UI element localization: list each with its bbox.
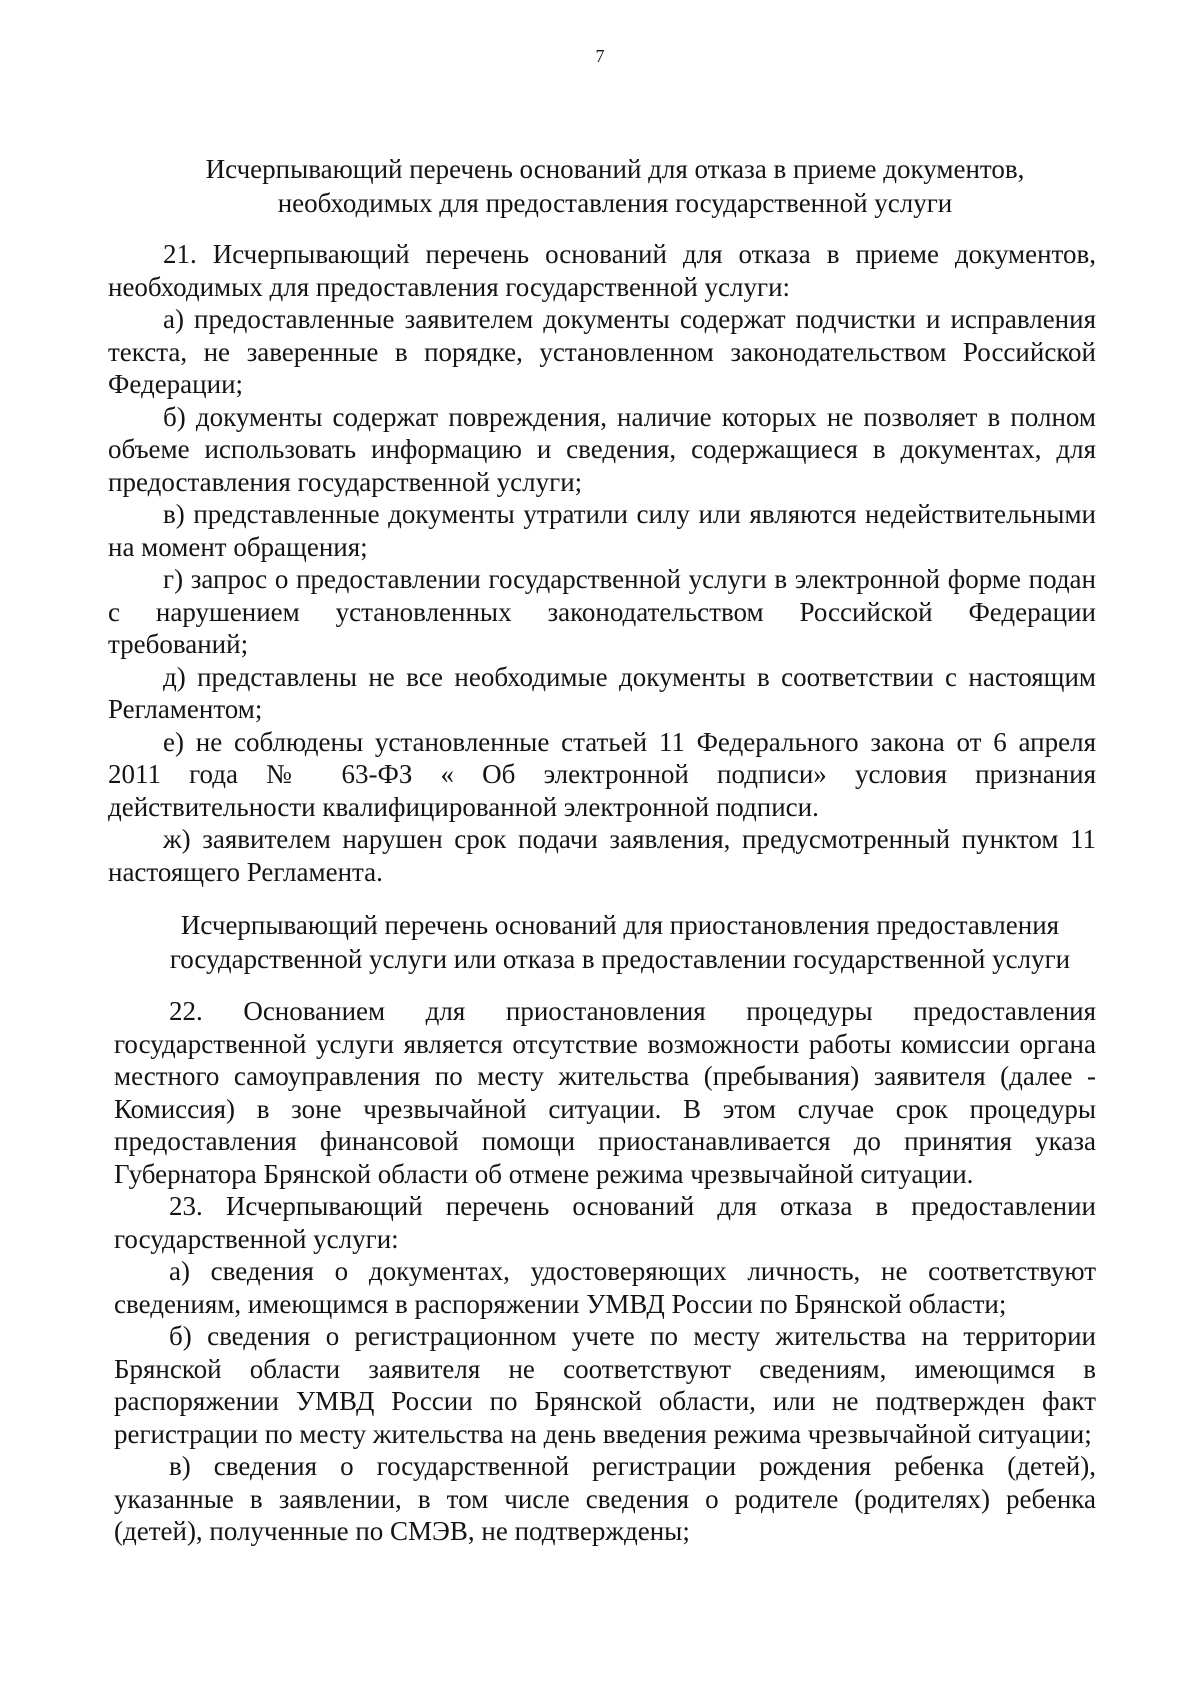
paragraph-23: 23. Исчерпывающий перечень оснований для отказа в предоставлении государственной услуги:: [114, 1191, 1096, 1254]
paragraph-23-a: а) сведения о документах, удостоверяющих личность, не соответствуют сведениям, имеющимся в распоряжении УМВД России по Брянской области;: [114, 1256, 1096, 1319]
heading-line: Исчерпывающий перечень оснований для приостановления предоставления: [180, 910, 1060, 940]
paragraph-23-v: в) сведения о государственной регистрации рождения ребенка (детей), указанные в заявлении, в том числе сведения о родителе (родителях) ребенка (детей), полученные по СМЭВ, не подтверждены;: [114, 1451, 1096, 1546]
paragraph-21-a: а) предоставленные заявителем документы содержат подчистки и исправления текста, не заверенные в порядке, установленном законодательством Российской Федерации;: [108, 304, 1096, 399]
paragraph-21-zh: ж) заявителем нарушен срок подачи заявления, предусмотренный пунктом 11 настоящего Регламента.: [108, 824, 1096, 887]
paragraph-21-g: г) запрос о предоставлении государственной услуги в электронной форме подан с нарушением установленных законодательством Российской Федерации требований;: [108, 564, 1096, 659]
heading-line: Исчерпывающий перечень оснований для отказа в приеме документов,: [205, 154, 1025, 184]
heading-line: государственной услуги или отказа в предоставлении государственной услуги: [169, 944, 1071, 974]
heading-line: необходимых для предоставления государственной услуги: [277, 188, 953, 218]
paragraph-21-e: е) не соблюдены установленные статьей 11 Федерального закона от 6 апреля 2011 года № 63-ФЗ « Об электронной подписи» условия признания действительности квалифицированной электронной подписи.: [108, 726, 1096, 822]
page-number: 7: [595, 46, 605, 66]
paragraph-21: 21. Исчерпывающий перечень оснований для отказа в приеме документов, необходимых для предоставления государственной услуги:: [108, 239, 1096, 302]
paragraph-21-v: в) представленные документы утратили силу или являются недействительными на момент обращения;: [108, 499, 1096, 562]
paragraph-21-d: д) представлены не все необходимые документы в соответствии с настоящим Регламентом;: [108, 661, 1096, 724]
paragraph-22: 22. Основанием для приостановления процедуры предоставления государственной услуги является отсутствие возможности работы комиссии органа местного самоуправления по месту жительства (пребывания) заявителя (далее - Комиссия) в зоне чрезвычайной ситуации. В этом случае срок процедуры предоставления финансовой помощи приостанавливается до принятия указа Губернатора Брянской области об отмене режима чрезвычайной ситуации.: [114, 996, 1096, 1189]
paragraph-23-b: б) сведения о регистрационном учете по месту жительства на территории Брянской области заявителя не соответствуют сведениям, имеющимся в распоряжении УМВД России по Брянской области, или не подтвержден факт регистрации по месту жительства на день введения режима чрезвычайной ситуации;: [114, 1321, 1096, 1449]
section-suspension-refusal-body: [114, 995, 1096, 1548]
section-heading-suspension-refusal: [140, 908, 1100, 976]
section-refusal-acceptance-body: [108, 238, 1096, 888]
paragraph-21-b: б) документы содержат повреждения, наличие которых не позволяет в полном объеме использовать информацию и сведения, содержащиеся в документах, для предоставления государственной услуги;: [108, 401, 1096, 497]
section-heading-refusal-acceptance: [150, 152, 1080, 220]
